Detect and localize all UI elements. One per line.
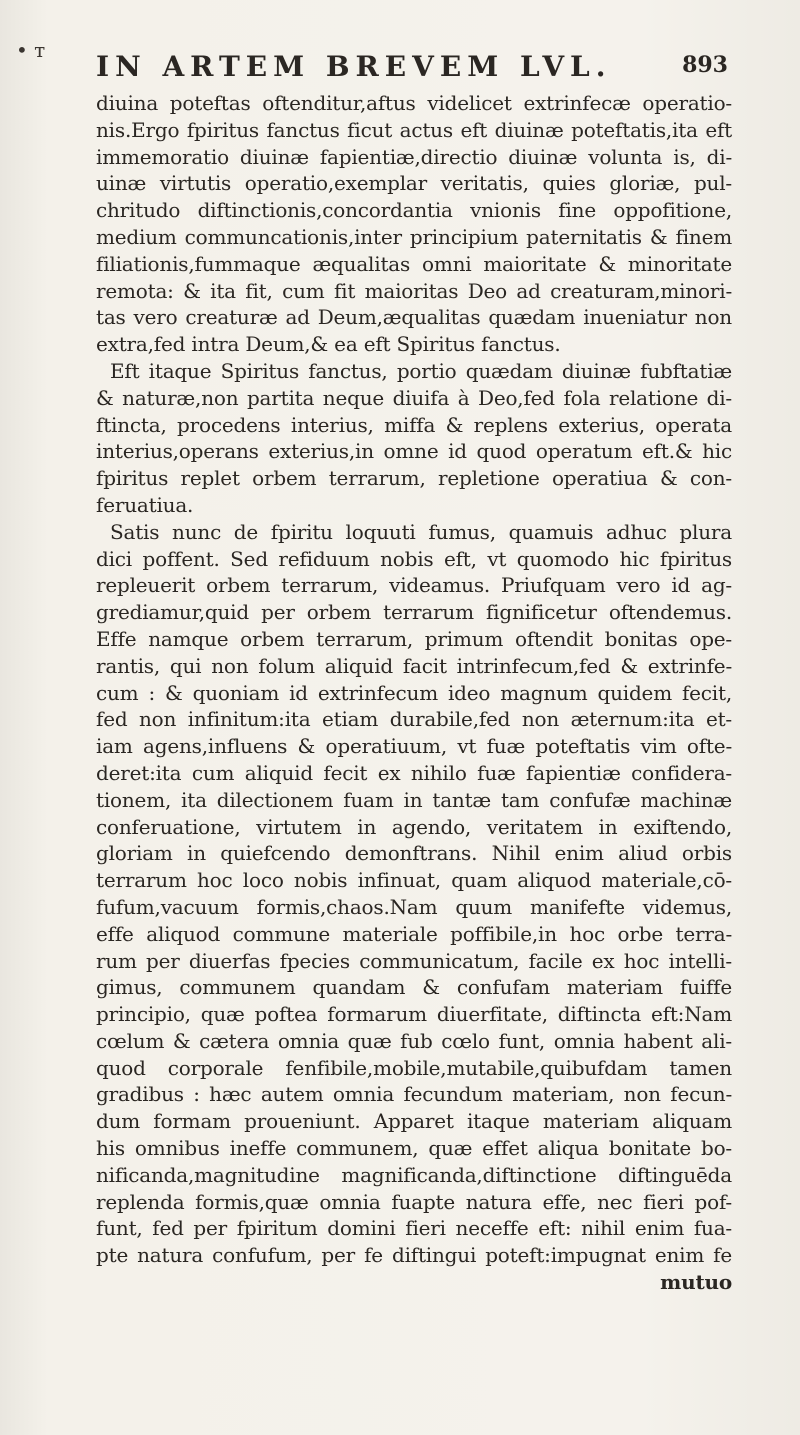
text-line: tionem, ita dilectionem fuam in tantæ tam confufæ machinæ — [96, 787, 732, 812]
text-line: fed non infinitum:ita etiam durabile,fed non æternum:ita et- — [96, 707, 732, 732]
text-line: repleuerit orbem terrarum, videamus. Priufquam vero id ag- — [96, 573, 732, 598]
text-line: medium communcationis,inter principium paternitatis & finem — [96, 224, 732, 249]
text-line: pte natura confufum, per fe diftingui poteft:impugnat enim fe — [96, 1243, 732, 1268]
text-line: diuina poteftas oftenditur,aftus videlicet extrinfecæ operatio- — [96, 91, 732, 115]
text-line: extra,fed intra Deum,& ea eft Spiritus fanctus. — [96, 332, 561, 357]
text-line: feruatiua. — [96, 492, 194, 517]
text-line: chritudo diftinctionis,concordantia vnionis fine oppofitione, — [96, 198, 732, 223]
running-header — [96, 50, 728, 84]
text-line: terrarum hoc loco nobis infinuat, quam aliquod materiale,cō- — [96, 868, 732, 893]
catchword: mutuo — [660, 1270, 732, 1295]
text-line: remota: & ita fit, cum fit maioritas Deo ad creaturam,minori- — [96, 278, 732, 303]
text-line: filiationis,fummaque æqualitas omni maioritate & minoritate — [96, 251, 732, 276]
text-line: quod corporale fenfibile,mobile,mutabile,quibufdam tamen — [96, 1055, 732, 1080]
text-line: nis.Ergo fpiritus fanctus ficut actus eft diuinæ poteftatis,ita eft — [96, 117, 732, 142]
body-text — [96, 90, 732, 1296]
text-line: his omnibus ineffe communem, quæ effet aliqua bonitate bo- — [96, 1136, 732, 1161]
text-line: Effe namque orbem terrarum, primum oftendit bonitas ope- — [96, 626, 732, 651]
text-line: ftincta, procedens interius, miffa & replens exterius, operata — [96, 412, 732, 437]
text-line: rantis, qui non folum aliquid facit intrinfecum,fed & extrinfe- — [96, 653, 732, 678]
text-line: Satis nunc de fpiritu loquuti fumus, quamuis adhuc plura — [110, 519, 732, 544]
text-line: cum : & quoniam id extrinfecum ideo magnum quidem fecit, — [96, 680, 732, 705]
text-line: deret:ita cum aliquid fecit ex nihilo fuæ fapientiæ confidera- — [96, 760, 732, 785]
text-line: fpiritus replet orbem terrarum, repletione operatiua & con- — [96, 466, 732, 491]
page-number: 893 — [682, 52, 728, 78]
text-line: tas vero creaturæ ad Deum,æqualitas quædam inueniatur non — [96, 305, 732, 330]
text-line: & naturæ,non partita neque diuifa à Deo,fed fola relatione di- — [96, 385, 732, 410]
text-line: gradibus : hæc autem omnia fecundum materiam, non fecun- — [96, 1082, 732, 1107]
text-line: principio, quæ poftea formarum diuerfitate, diftincta eft:Nam — [96, 1002, 732, 1027]
text-line: uinæ virtutis operatio,exemplar veritatis, quies gloriæ, pul- — [96, 171, 732, 196]
text-line: interius,operans exterius,in omne id quod operatum eft.& hic — [96, 439, 732, 464]
corner-mark: • т — [16, 38, 46, 62]
text-line: iam agens,influens & operatiuum, vt fuæ poteftatis vim ofte- — [96, 734, 732, 759]
text-line: immemoratio diuinæ fapientiæ,directio diuinæ volunta is, di- — [96, 144, 732, 169]
text-line: rum per diuerfas fpecies communicatum, facile ex hoc intelli- — [96, 948, 732, 973]
text-line: dum formam proueniunt. Apparet itaque materiam aliquam — [96, 1109, 732, 1134]
text-line: replenda formis,quæ omnia fuapte natura effe, nec fieri pof- — [96, 1189, 732, 1214]
text-line: funt, fed per fpiritum domini fieri neceffe eft: nihil enim fua- — [96, 1216, 732, 1241]
text-line: grediamur,quid per orbem terrarum fignificetur oftendemus. — [96, 600, 732, 625]
text-line: effe aliquod commune materiale poffibile,in hoc orbe terra- — [96, 921, 732, 946]
text-line: fufum,vacuum formis,chaos.Nam quum manifefte videmus, — [96, 894, 732, 919]
text-line: gimus, communem quandam & confufam materiam fuiffe — [96, 975, 732, 1000]
text-line: Eft itaque Spiritus fanctus, portio quædam diuinæ fubftatiæ — [110, 358, 732, 383]
running-title: IN ARTEM BREVEM LVL. — [96, 50, 612, 83]
text-line: nificanda,magnitudine magnificanda,diftinctione diftinguēda — [96, 1162, 732, 1187]
text-line: conferuatione, virtutem in agendo, veritatem in exiftendo, — [96, 814, 732, 839]
text-line: dici poffent. Sed refiduum nobis eft, vt quomodo hic fpiritus — [96, 546, 732, 571]
text-line: gloriam in quiefcendo demonftrans. Nihil enim aliud orbis — [96, 841, 732, 866]
text-line: cœlum & cætera omnia quæ fub cœlo funt, omnia habent ali- — [96, 1028, 732, 1053]
